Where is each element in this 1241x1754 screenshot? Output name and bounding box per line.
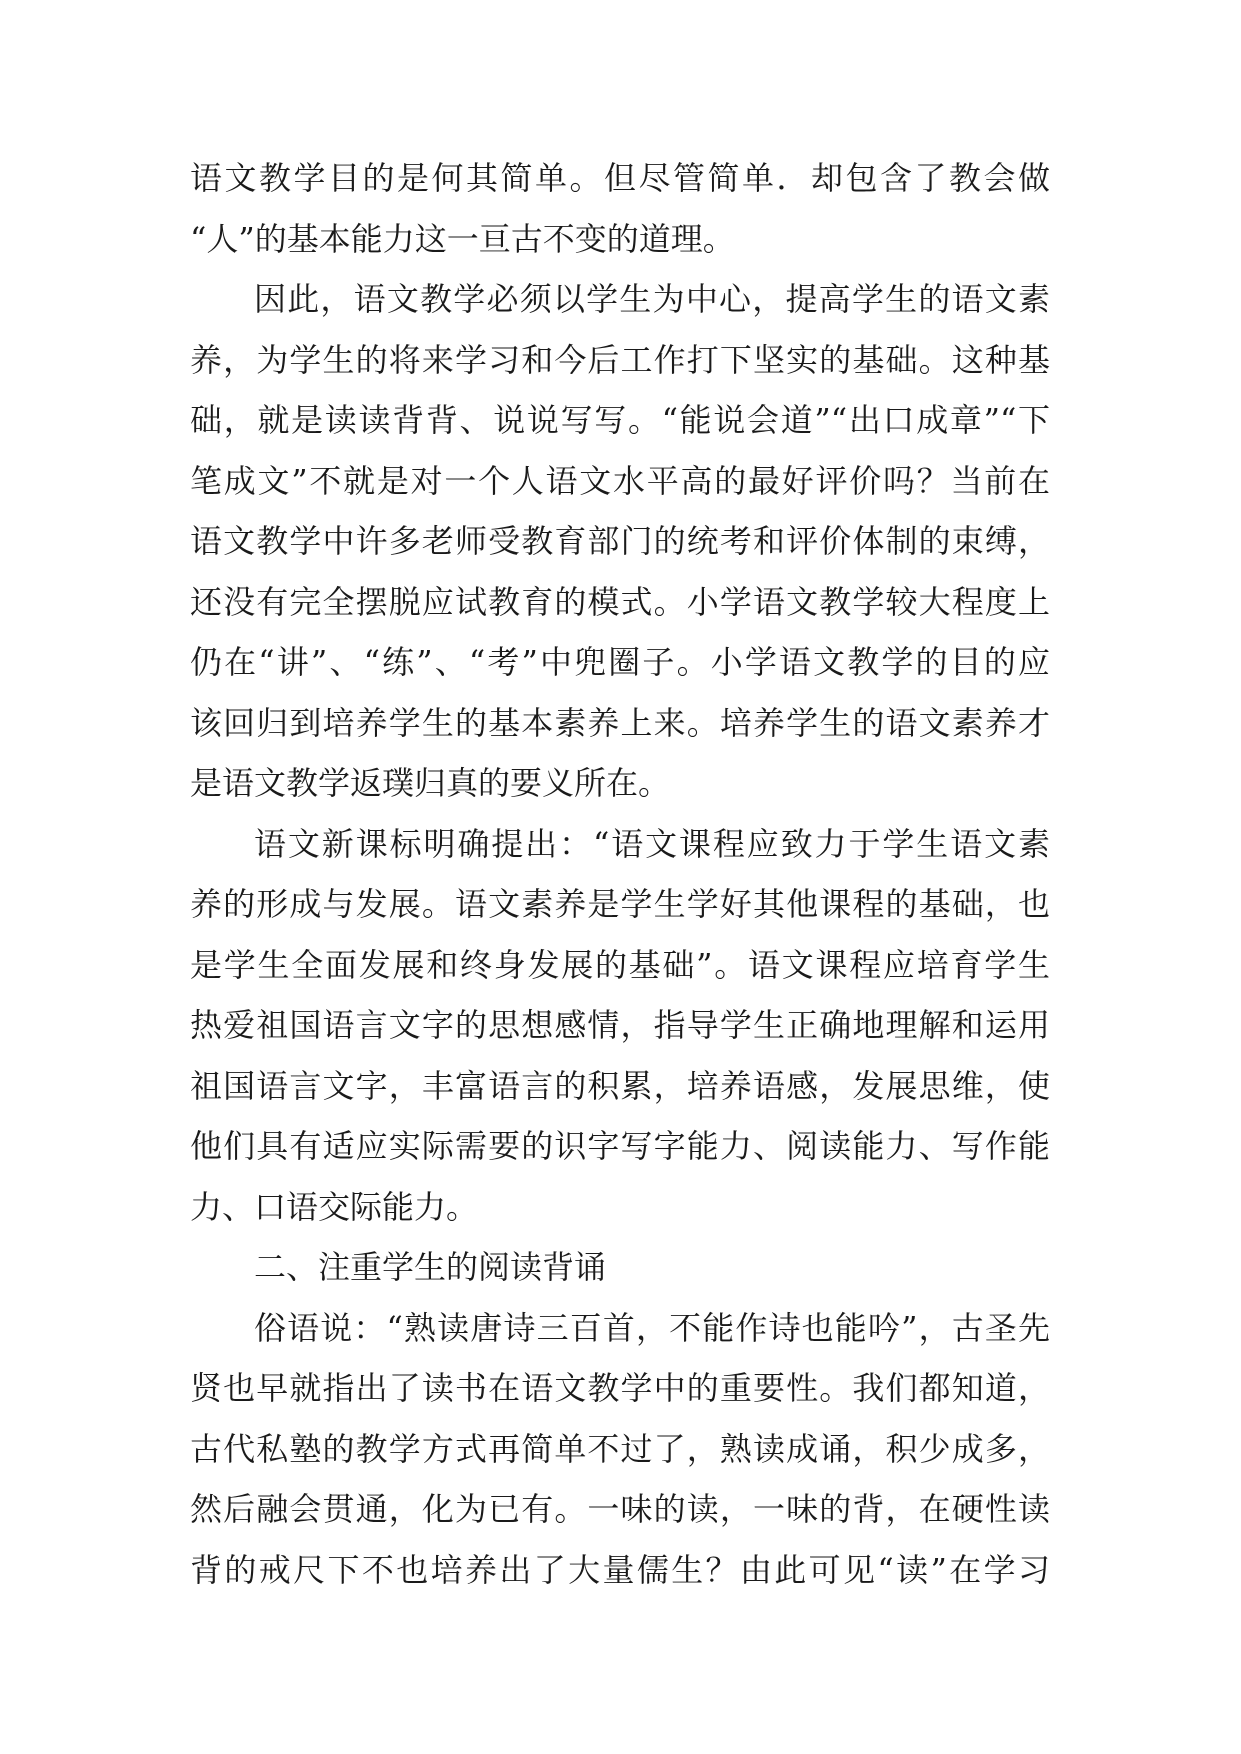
paragraph-first-line: 因此，语文教学必须以学生为中心，提高学生的语文素 — [254, 280, 1050, 318]
text-line: 是学生全面发展和终身发展的基础”。语文课程应培育学生 — [190, 945, 1050, 984]
text-line: 仍在“讲”、“练”、“考”中兜圈子。小学语文教学的目的应 — [190, 643, 1050, 681]
text-line: “人”的基本能力这一亘古不变的道理。 — [190, 219, 735, 258]
paragraph-first-line: 语文新课标明确提出：“语文课程应致力于学生语文素 — [254, 824, 1050, 863]
text-line: 背的戒尺下不也培养出了大量儒生？由此可见“读”在学习 — [190, 1550, 1050, 1589]
text-line: 力、口语交际能力。 — [190, 1187, 479, 1226]
paragraph-first-line: 俗语说：“熟读唐诗三百首，不能作诗也能吟”，古圣先 — [254, 1308, 1050, 1347]
text-line: 贤也早就指出了读书在语文教学中的重要性。我们都知道， — [190, 1369, 1050, 1407]
text-line: 他们具有适应实际需要的识字写字能力、阅读能力、写作能 — [190, 1127, 1050, 1165]
text-line: 语文教学中许多老师受教育部门的统考和评价体制的束缚， — [190, 522, 1050, 560]
text-line: 是语文教学返璞归真的要义所在。 — [190, 764, 671, 802]
text-line: 养的形成与发展。语文素养是学生学好其他课程的基础，也 — [190, 885, 1050, 923]
text-line: 笔成文”不就是对一个人语文水平高的最好评价吗？当前在 — [190, 461, 1050, 500]
text-line: 然后融会贯通，化为已有。一味的读，一味的背，在硬性读 — [190, 1490, 1050, 1528]
section-heading: 二、注重学生的阅读背诵 — [254, 1248, 607, 1286]
text-line: 语文教学目的是何其简单。但尽管简单．却包含了教会做 — [190, 159, 1050, 197]
text-line: 祖国语言文字，丰富语言的积累，培养语感，发展思维，使 — [190, 1066, 1050, 1105]
text-line: 还没有完全摆脱应试教育的模式。小学语文教学较大程度上 — [190, 582, 1050, 621]
text-line: 养，为学生的将来学习和今后工作打下坚实的基础。这种基 — [190, 340, 1050, 379]
text-line: 础，就是读读背背、说说写写。“能说会道”“出口成章”“下 — [190, 401, 1050, 439]
document-body — [190, 148, 1050, 1600]
text-line: 热爱祖国语言文字的思想感情，指导学生正确地理解和运用 — [190, 1006, 1050, 1044]
text-line: 该回归到培养学生的基本素养上来。培养学生的语文素养才 — [190, 703, 1050, 742]
text-line: 古代私塾的教学方式再简单不过了，熟读成诵，积少成多， — [190, 1429, 1050, 1468]
